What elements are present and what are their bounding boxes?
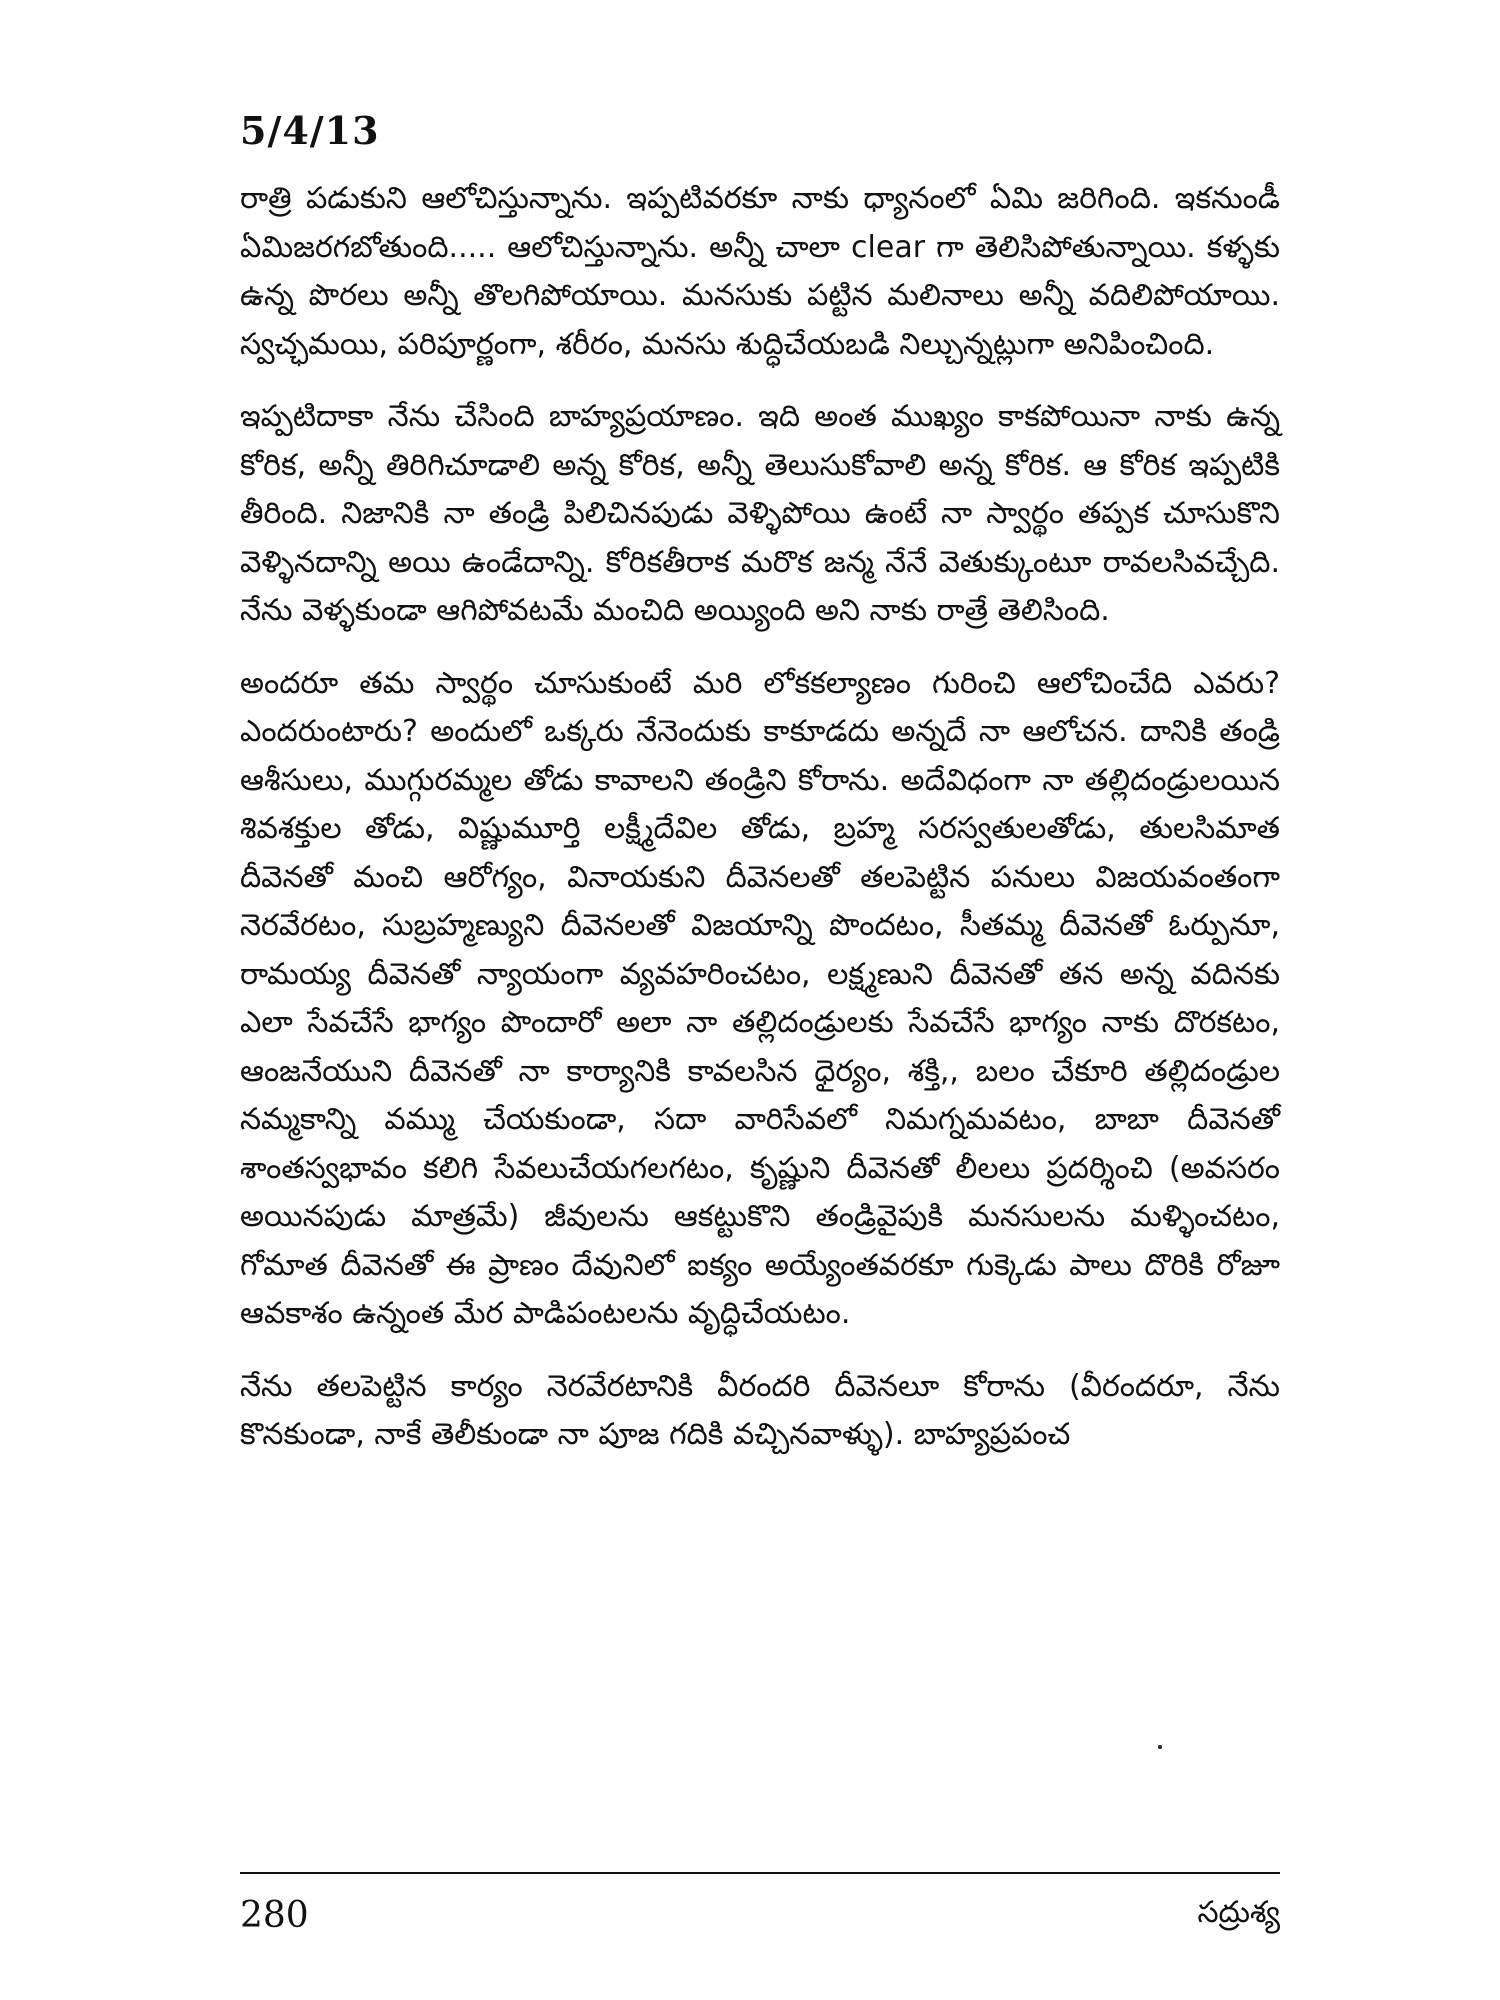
paragraph-4: నేను తలపెట్టిన కార్యం నెరవేరటానికి వీరందరి దీవెనలూ కోరాను (వీరందరూ, నేను కొనకుండా, నాకే తెలీకుండా నా పూజ గదికి వచ్చినవాళ్ళు). బాహ్యప్రపంచ xyxy=(240,1368,1280,1452)
paragraph-2: ఇప్పటిదాకా నేను చేసింది బాహ్యప్రయాణం. ఇది అంత ముఖ్యం కాకపోయినా నాకు ఉన్న కోరిక, అన్నీ తిరిగిచూడాలి అన్న కోరిక, అన్నీ తెలుసుకోవాలి అన్న కోరిక. ఆ కోరిక ఇప్పటికి తీరింది. నిజానికి నా తండ్రి పిలిచినపుడు వెళ్ళిపోయి ఉంటే నా స్వార్థం తప్పక చూసుకొని వెళ్ళినదాన్ని అయి ఉండేదాన్ని. కోరికతీరాక మరొక జన్మ నేనే వెతుక్కుంటూ రావలసివచ్చేది. నేను వెళ్ళకుండా ఆగిపోవటమే మంచిది అయ్యింది అని నాకు రాత్రే తెలిసింది. xyxy=(240,399,1280,628)
print-speck xyxy=(1158,1745,1162,1749)
paragraph-1: రాత్రి పడుకుని ఆలోచిస్తున్నాను. ఇప్పటివరకూ నాకు ధ్యానంలో ఏమి జరిగింది. ఇకనుండీ ఏమిజరగబోతుంది..... ఆలోచిస్తున్నాను. అన్నీ చాలా clear గా తెలిసిపోతున్నాయి. కళ్ళకు ఉన్న పొరలు అన్నీ తొలగిపోయాయి. మనసుకు పట్టిన మలినాలు అన్నీ వదిలిపోయాయి. స్వచ్ఛమయి, పరిపూర్ణంగా, శరీరం, మనసు శుద్ధిచేయబడి నిల్చున్నట్లుగా అనిపించింది. xyxy=(240,181,1280,362)
running-title: సద్రుశ్య xyxy=(1197,1895,1280,1930)
body-text xyxy=(240,175,1280,1484)
footer-divider xyxy=(240,1872,1280,1874)
page-number: 280 xyxy=(240,1895,309,1936)
entry-date: 5/4/13 xyxy=(240,108,380,153)
paragraph-3: అందరూ తమ స్వార్థం చూసుకుంటే మరి లోకకల్యాణం గురించి ఆలోచించేది ఎవరు? ఎందరుంటారు? అందులో ఒక్కరు నేనెందుకు కాకూడదు అన్నదే నా ఆలోచన. దానికి తండ్రి ఆశీసులు, ముగ్గురమ్మల తోడు కావాలని తండ్రిని కోరాను. అదేవిధంగా నా తల్లిదండ్రులయిన శివశక్తుల తోడు, విష్ణుమూర్తి లక్ష్మీదేవిల తోడు, బ్రహ్మ సరస్వతులతోడు, తులసిమాత దీవెనతో మంచి ఆరోగ్యం, వినాయకుని దీవెనలతో తలపెట్టిన పనులు విజయవంతంగా నెరవేరటం, సుబ్రహ్మణ్యుని దీవెనలతో విజయాన్ని పొందటం, సీతమ్మ దీవెనతో ఓర్పునూ, రామయ్య దీవెనతో న్యాయంగా వ్యవహరించటం, లక్ష్మణుని దీవెనతో తన అన్న వదినకు ఎలా సేవచేసే భాగ్యం పొందారో అలా నా తల్లిదండ్రులకు సేవచేసే భాగ్యం నాకు దొరకటం, ఆంజనేయుని దీవెనతో నా కార్యానికి కావలసిన ధైర్యం, శక్తి,, బలం చేకూరి తల్లిదండ్రుల నమ్మకాన్ని వమ్ము చేయకుండా, సదా వారిసేవలో నిమగ్నమవటం, బాబా దీవెనతో శాంతస్వభావం కలిగి సేవలుచేయగలగటం, కృష్ణుని దీవెనతో లీలలు ప్రదర్శించి (అవసరం అయినపుడు మాత్రమే) జీవులను ఆకట్టుకొని తండ్రివైపుకి మనసులను మళ్ళించటం, గోమాత దీవెనతో ఈ ప్రాణం దేవునిలో ఐక్యం అయ్యేంతవరకూ గుక్కెడు పాలు దొరికి రోజూ ఆవకాశం ఉన్నంత మేర పాడిపంటలను వృద్ధిచేయటం. xyxy=(240,665,1280,1331)
